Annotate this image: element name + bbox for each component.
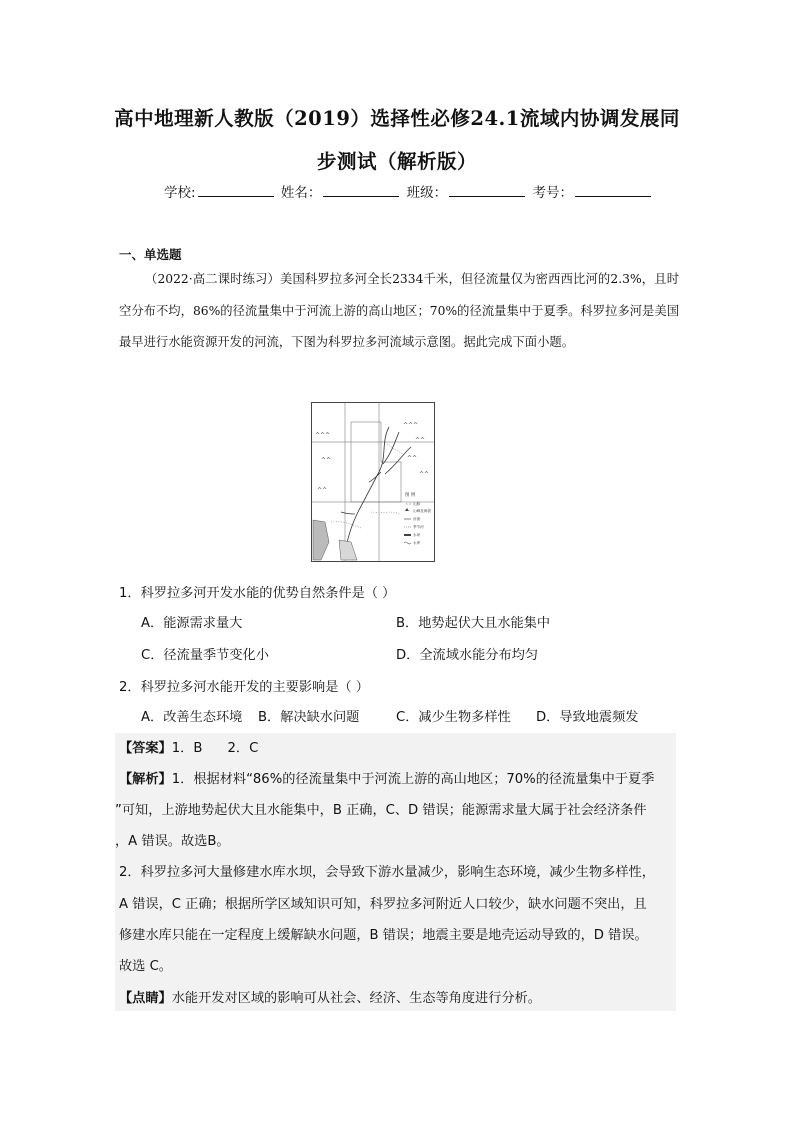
- analysis-line-2: ”可知，上游地势起伏大且水能集中，B 正确，C、D 错误；能源需求量大属于社会经济条件: [115, 803, 647, 818]
- analysis-line-4: 2．科罗拉多河大量修建水库水坝，会导致下游水量减少，影响生态环境，减少生物多样性，: [119, 865, 655, 880]
- class-field[interactable]: [449, 184, 525, 197]
- legend-item-peak: 山峰及海拔: [413, 509, 431, 513]
- svg-text:^^: ^^: [405, 502, 412, 507]
- answer-line: [119, 737, 258, 756]
- question-passage: [119, 264, 679, 359]
- name-label: 姓名：: [280, 185, 322, 201]
- legend-title: 图 例: [405, 493, 416, 498]
- comment-tag: 【点睛】: [119, 991, 172, 1006]
- comment-line: [119, 987, 541, 1006]
- legend-item-seasonal-river: 季节河: [413, 525, 424, 529]
- q2-option-c[interactable]: C．减少生物多样性: [396, 710, 511, 725]
- legend-item-mountain: 山脉: [413, 502, 421, 506]
- q1-option-d[interactable]: D．全流域水能分布均匀: [396, 648, 539, 663]
- legend-item-reservoir: 水库: [413, 541, 421, 545]
- analysis-line-1: [119, 768, 654, 787]
- analysis-line-3: ，A 错误。故选B。: [115, 834, 230, 849]
- q2-option-a[interactable]: A．改善生态环境: [141, 710, 243, 725]
- q1-option-b[interactable]: B．地势起伏大且水能集中: [396, 616, 551, 631]
- document-title-line2: 步测试（解析版）: [316, 150, 477, 173]
- exam-no-label: 考号：: [532, 185, 573, 201]
- svg-text:^^: ^^: [415, 437, 426, 444]
- analysis-tag: 【解析】: [119, 772, 172, 787]
- answer-text: 1．B 2．C: [171, 741, 259, 756]
- analysis-line-7: 故选 C。: [119, 959, 172, 974]
- question-1-stem: 1．科罗拉多河开发水能的优势自然条件是（ ）: [119, 586, 396, 601]
- section-heading: 一、单选题: [119, 247, 182, 262]
- svg-text:^^: ^^: [321, 457, 332, 464]
- document-title-line1: 高中地理新人教版（2019）选择性必修24.1流域内协调发展同: [114, 107, 680, 130]
- question-2-stem: 2．科罗拉多河水能开发的主要影响是（ ）: [119, 680, 369, 695]
- passage-text: （2022·高二课时练习）美国科罗拉多河全长2334千米，但径流量仅为密西西比河的2.3%，且时空分布不均，86%的径流量集中于河流上游的高山地区；70%的径流量集中于夏季。科罗拉多河是美国最早进行水能资源开发的河流，下图为科罗拉多河流域示意图。据此完成下面小题。: [119, 272, 679, 349]
- class-label: 班级：: [406, 185, 448, 201]
- answer-tag: 【答案】: [119, 741, 172, 756]
- svg-text:^^: ^^: [419, 471, 430, 478]
- q1-option-a[interactable]: A．能源需求量大: [141, 616, 243, 631]
- q1-option-c[interactable]: C．径流量季节变化小: [141, 648, 269, 663]
- colorado-river-map: [311, 402, 435, 562]
- svg-text:^^: ^^: [407, 455, 418, 462]
- analysis-text-1: 1．根据材料“86%的径流量集中于河流上游的高山地区；70%的径流量集中于夏季: [171, 772, 655, 787]
- exam-no-field[interactable]: [575, 184, 651, 197]
- school-field[interactable]: [198, 184, 274, 197]
- analysis-line-5: A 错误，C 正确；根据所学区域知识可知，科罗拉多河附近人口较少，缺水问题不突出，且: [119, 897, 647, 912]
- svg-text:^^^: ^^^: [403, 422, 419, 429]
- comment-text: 水能开发对区域的影响可从社会、经济、生态等角度进行分析。: [171, 991, 541, 1006]
- school-label: 学校:: [164, 185, 196, 201]
- name-field[interactable]: [323, 184, 399, 197]
- q2-option-d[interactable]: D．导致地震频发: [536, 710, 639, 725]
- q2-option-b[interactable]: B．解决缺水问题: [258, 710, 360, 725]
- svg-text:^^^: ^^^: [315, 432, 331, 439]
- analysis-line-6: 修建水库只能在一定程度上缓解缺水问题，B 错误；地震主要是地壳运动导致的，D 错误。: [119, 928, 648, 943]
- svg-text:^^: ^^: [317, 487, 328, 494]
- student-info-row: [164, 181, 654, 201]
- legend-item-dam: 水坝: [413, 533, 421, 537]
- legend-item-river: 河流: [413, 517, 421, 521]
